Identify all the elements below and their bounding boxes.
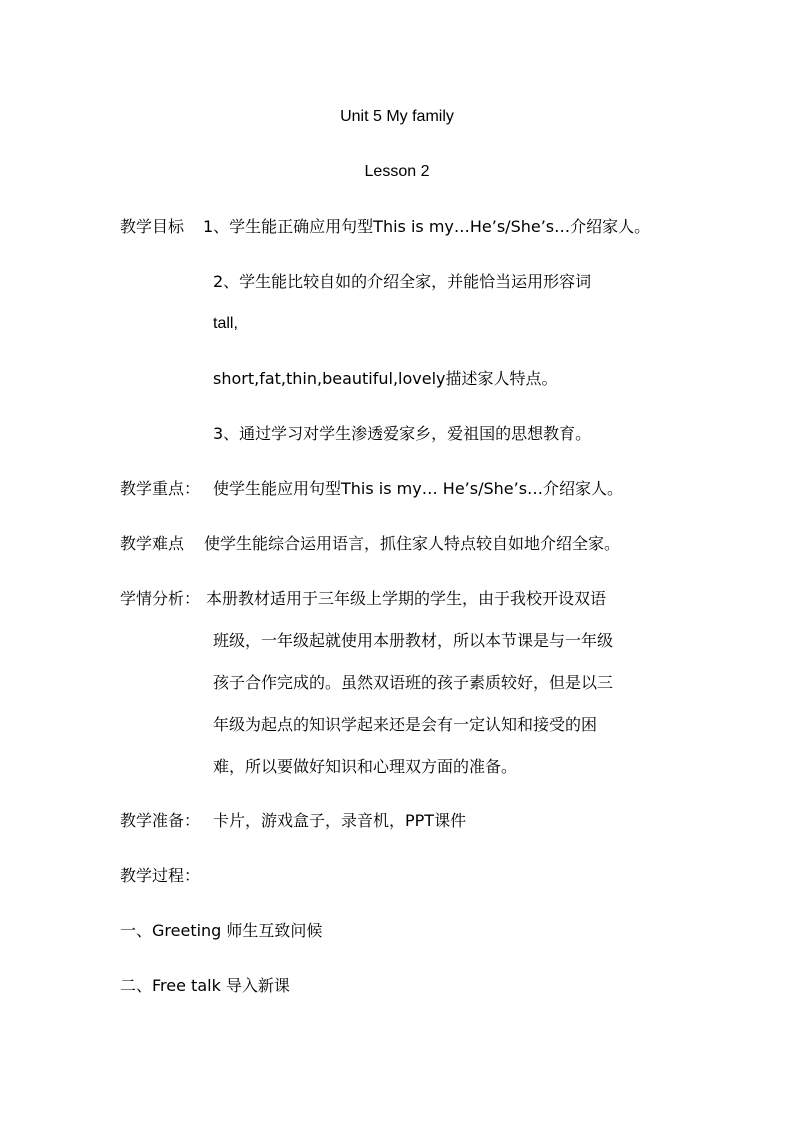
objective-item-1: 1、学生能正确应用句型This is my…He’s/She’s…介绍家人。 bbox=[203, 217, 651, 236]
objective-item-3: 3、通过学习对学生渗透爱家乡，爱祖国的思想教育。 bbox=[213, 424, 592, 443]
objective-item-2-line-2: tall, bbox=[213, 315, 238, 332]
key-points-text: 使学生能应用句型This is my… He’s/She’s…介绍家人。 bbox=[213, 479, 624, 498]
analysis-line-2: 班级，一年级起就使用本册教材，所以本节课是与一年级 bbox=[213, 631, 614, 650]
objective-item-2-line-3: short,fat,thin,beautiful,lovely描述家人特点。 bbox=[213, 369, 558, 388]
preparation-text: 卡片，游戏盒子，录音机，PPT课件 bbox=[213, 811, 467, 830]
analysis-line-1: 本册教材适用于三年级上学期的学生，由于我校开设双语 bbox=[206, 589, 607, 608]
unit-title: Unit 5 My family bbox=[340, 108, 454, 125]
difficulties-text: 使学生能综合运用语言，抓住家人特点较自如地介绍全家。 bbox=[204, 534, 621, 553]
lesson-title: Lesson 2 bbox=[364, 163, 430, 180]
analysis-label: 学情分析： bbox=[120, 589, 201, 608]
objective-item-2-line-1: 2、学生能比较自如的介绍全家，并能恰当运用形容词 bbox=[213, 272, 592, 291]
process-step-1: 一、Greeting 师生互致问候 bbox=[120, 921, 323, 940]
process-step-2: 二、Free talk 导入新课 bbox=[120, 976, 290, 995]
difficulties-label: 教学难点 bbox=[120, 534, 185, 553]
analysis-line-3: 孩子合作完成的。虽然双语班的孩子素质较好，但是以三 bbox=[213, 673, 614, 692]
objectives-label: 教学目标 bbox=[120, 217, 185, 236]
analysis-line-5: 难，所以要做好知识和心理双方面的准备。 bbox=[213, 757, 518, 776]
key-points-label: 教学重点： bbox=[120, 479, 201, 498]
analysis-line-4: 年级为起点的知识学起来还是会有一定认知和接受的困 bbox=[213, 715, 598, 734]
preparation-label: 教学准备： bbox=[120, 811, 201, 830]
process-label: 教学过程： bbox=[120, 866, 201, 885]
